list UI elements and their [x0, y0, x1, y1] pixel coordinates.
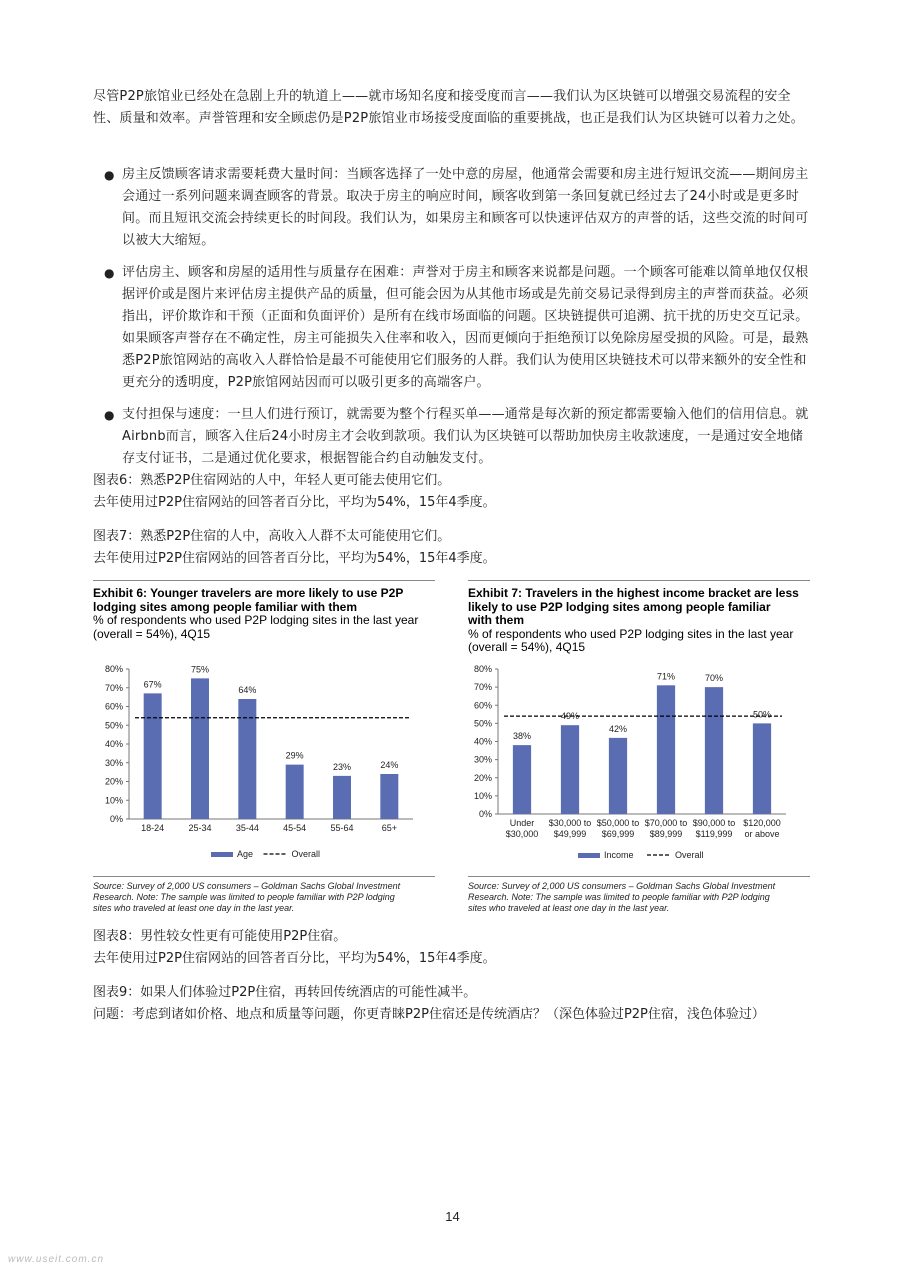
exhibit-6-source-line-1: Source: Survey of 2,000 US consumers – Goldman Sachs Global Investment [93, 881, 401, 891]
bar [705, 687, 723, 814]
y-tick-label: 70% [473, 682, 492, 693]
figure-7-subcaption: 去年使用过P2P住宿网站的回答者百分比，平均为54%，15年4季度。 [93, 551, 496, 566]
exhibit-7-source-line-1: Source: Survey of 2,000 US consumers – Goldman Sachs Global Investment [468, 881, 776, 891]
y-tick-label: 80% [473, 664, 492, 674]
bullet-marker: ● [104, 408, 115, 422]
bar-data-label: 49% [560, 711, 580, 722]
bar-data-label: 75% [190, 664, 210, 675]
bullet-item-2: 评估房主、顾客和房屋的适用性与质量存在困难：声誉对于房主和顾客来说都是问题。一个顾客可能难以简单地仅仅根据评价或是图片来评估房主提供产品的质量，但可能会因为从其他市场或是先前交易记录得到房主的声誉而获益。必须指出，评价欺诈和干预（正面和负面评价）是所有在线市场面临的问题。区块链提供可追溯、抗干扰的历史交互记录。如果顾客声誉存在不确定性，房主可能损失入住率和收入，因而更倾向于拒绝预订以免除房屋受损的风险。可是，最熟悉P2P旅馆网站的高收入人群恰恰是最不可能使用它们服务的人群。我们认为使用区块链技术可以带来额外的安全性和更充分的透明度，P2P旅馆网站因而可以吸引更多的高端客户。 [122, 265, 809, 390]
y-tick-label: 50% [104, 720, 123, 731]
x-tick-label: $30,000 [505, 829, 539, 839]
legend-label-overall: Overall [675, 850, 704, 860]
x-tick-label: $70,000 to [644, 818, 688, 828]
bar [561, 725, 579, 814]
legend-label-series: Income [604, 850, 634, 860]
y-tick-label: 80% [104, 664, 123, 674]
bar-data-label: 29% [285, 750, 304, 761]
bullet-item-1: 房主反馈顾客请求需要耗费大量时间：当顾客选择了一处中意的房屋，他通常会需要和房主进行短讯交流——期间房主会通过一系列问题来调查顾客的背景。取决于房主的响应时间，顾客收到第一条回复就已经过去了24小时或是更多时间。而且短讯交流会持续更长的时间段。我们认为，如果房主和顾客可以快速评估双方的声誉的话，这些交流的时间可以被大大缩短。 [122, 167, 809, 248]
y-tick-label: 40% [104, 739, 123, 749]
bar-data-label: 67% [143, 679, 162, 690]
bar [333, 776, 351, 819]
legend-swatch-bar [578, 853, 600, 858]
bar-data-label: 71% [656, 671, 676, 682]
x-tick-label: 45-54 [283, 823, 307, 833]
exhibit-7-source-line-3: sites who traveled at least one day in the last year. [468, 903, 670, 913]
bullet-marker: ● [104, 266, 115, 280]
exhibit-7-title-line-1: Exhibit 7: Travelers in the highest income bracket are less [468, 586, 799, 600]
figure-9-caption: 图表9：如果人们体验过P2P住宿，再转回传统酒店的可能性减半。 [93, 985, 477, 1000]
bar-data-label: 42% [608, 723, 628, 734]
x-tick-label: 18-24 [141, 823, 165, 833]
watermark-text: www.useit.com.cn [8, 1254, 105, 1265]
figure-8-caption: 图表8：男性较女性更有可能使用P2P住宿。 [93, 929, 347, 944]
x-tick-label: $30,000 to [548, 818, 592, 828]
figure-9-subcaption: 问题：考虑到诸如价格、地点和质量等问题，你更青睐P2P住宿还是传统酒店？（深色体验过P2P住宿，浅色体验过） [93, 1007, 765, 1022]
x-tick-label: 35-44 [235, 823, 259, 833]
x-tick-label: $49,999 [553, 829, 587, 839]
bar [144, 693, 162, 819]
figure-6-caption: 图表6：熟悉P2P住宿网站的人中，年轻人更可能去使用它们。 [93, 473, 451, 488]
bar [238, 699, 256, 819]
page-number: 14 [445, 1209, 460, 1224]
bar-data-label: 70% [704, 673, 724, 684]
y-tick-label: 30% [104, 757, 123, 768]
y-tick-label: 20% [104, 776, 123, 787]
y-tick-label: 40% [473, 736, 492, 747]
exhibit-7-subtitle-line-1: % of respondents who used P2P lodging sites in the last year [468, 626, 794, 641]
figure-8-subcaption: 去年使用过P2P住宿网站的回答者百分比，平均为54%，15年4季度。 [93, 951, 496, 966]
y-tick-label: 50% [473, 718, 492, 729]
exhibit-7-bottom-rule [468, 876, 810, 877]
y-tick-label: 60% [104, 701, 123, 712]
legend-swatch-bar [211, 852, 233, 857]
exhibit-6-subtitle-line-2: (overall = 54%), 4Q15 [93, 626, 211, 641]
x-tick-label: $119,999 [695, 829, 733, 839]
exhibit-6-bottom-rule [93, 876, 435, 877]
bar-data-label: 38% [512, 731, 532, 742]
y-tick-label: 70% [104, 682, 123, 693]
legend-label-series: Age [237, 849, 254, 859]
y-tick-label: 0% [478, 809, 492, 819]
figure-6-subcaption: 去年使用过P2P住宿网站的回答者百分比，平均为54%，15年4季度。 [93, 495, 496, 510]
exhibit-6-chart [93, 660, 435, 870]
exhibit-7-chart [468, 660, 810, 870]
bar-data-label: 64% [238, 685, 257, 695]
exhibit-6-subtitle-line-1: % of respondents who used P2P lodging sites in the last year [93, 613, 419, 627]
exhibit-7-top-rule [468, 580, 810, 581]
bar [191, 678, 209, 819]
x-tick-label: $50,000 to [596, 818, 640, 828]
exhibit-7-title-line-2: likely to use P2P lodging sites among people familiar [468, 599, 771, 614]
legend-label-overall: Overall [291, 849, 321, 859]
y-tick-label: 10% [104, 795, 123, 806]
x-tick-label: $120,000 [743, 818, 781, 828]
bar [753, 723, 771, 814]
bar-data-label: 50% [752, 709, 772, 720]
x-tick-label: $89,999 [649, 829, 683, 839]
bar-data-label: 23% [332, 761, 352, 772]
y-tick-label: 20% [473, 772, 492, 783]
bar [380, 774, 398, 819]
x-tick-label: 65+ [381, 823, 397, 833]
bullet-item-3: 支付担保与速度：一旦人们进行预订，就需要为整个行程买单——通常是每次新的预定都需要输入他们的信用信息。就Airbnb而言，顾客入住后24小时房主才会收到款项。我们认为区块链可以帮助加快房主收款速度，一是通过安全地储存支付证书，二是通过优化要求，根据智能合约自动触发支付。 [122, 407, 809, 466]
x-tick-label: 25-34 [188, 823, 212, 833]
figure-7-caption: 图表7：熟悉P2P住宿的人中，高收入人群不太可能使用它们。 [93, 529, 451, 544]
bar [609, 738, 627, 814]
y-tick-label: 10% [473, 790, 492, 801]
intro-paragraph: 尽管P2P旅馆业已经处在急剧上升的轨道上——就市场知名度和接受度而言——我们认为区块链可以增强交易流程的安全性、质量和效率。声誉管理和安全顾虑仍是P2P旅馆业市场接受度面临的重要挑战，也正是我们认为区块链可以着力之处。 [93, 89, 804, 126]
exhibit-6-source-line-3: sites who traveled at least one day in the last year. [93, 903, 295, 913]
exhibit-6-top-rule [93, 580, 435, 581]
exhibit-7-source-line-2: Research. Note: The sample was limited to people familiar with P2P lodging [468, 892, 770, 902]
bar [657, 685, 675, 814]
exhibit-7-subtitle-line-2: (overall = 54%), 4Q15 [468, 640, 586, 654]
x-tick-label: or above [744, 829, 780, 839]
bar [286, 765, 304, 819]
bar-data-label: 24% [380, 760, 399, 770]
bullet-marker: ● [104, 168, 115, 182]
exhibit-6-source-line-2: Research. Note: The sample was limited to people familiar with P2P lodging [93, 892, 395, 902]
exhibit-7-title-line-3: with them [468, 613, 524, 627]
x-tick-label: $69,999 [601, 829, 635, 839]
x-tick-label: $90,000 to [692, 818, 736, 828]
bar [513, 745, 531, 814]
y-tick-label: 0% [109, 814, 123, 824]
exhibit-6-title-line-1: Exhibit 6: Younger travelers are more likely to use P2P [93, 586, 404, 600]
x-tick-label: Under [509, 818, 535, 828]
exhibit-6-title-line-2: lodging sites among people familiar with them [93, 599, 358, 614]
y-tick-label: 30% [473, 754, 492, 765]
y-tick-label: 60% [473, 700, 492, 711]
x-tick-label: 55-64 [330, 823, 354, 833]
